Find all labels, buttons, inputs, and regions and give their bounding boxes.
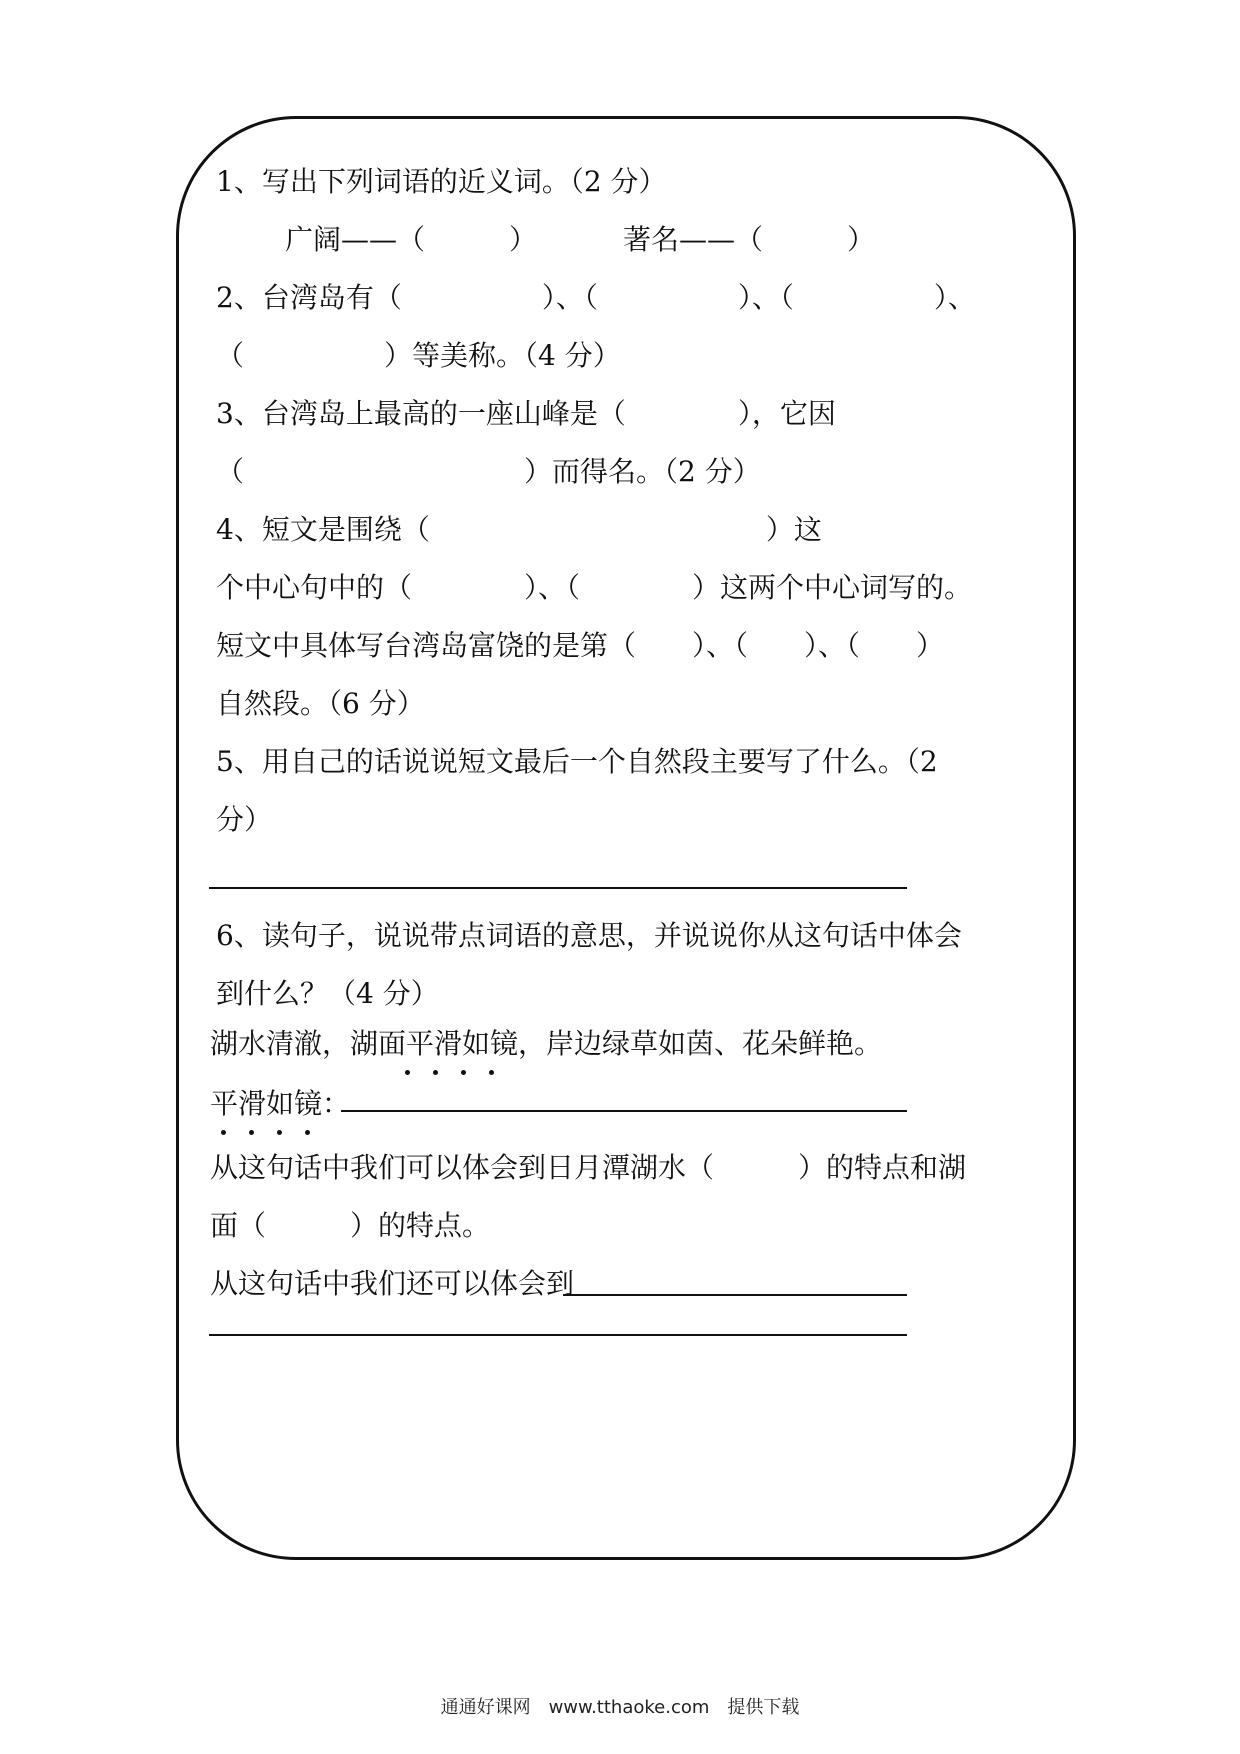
q4-prompt-line2: 个中心句中的（ ）、（ ）这两个中心词写的。 — [216, 571, 973, 604]
q1-prompt: 1、写出下列词语的近义词。（2 分） — [216, 165, 667, 198]
q5-prompt-cont: 分） — [216, 803, 273, 836]
q6-prompt-cont: 到什么？（4 分） — [216, 977, 439, 1010]
emphasis-dot — [433, 1070, 438, 1075]
q1-word-a: 广阔——（ ） — [285, 223, 538, 256]
q2-prompt: 2、台湾岛有（ ）、（ ）、（ ）、 — [216, 281, 976, 314]
q6-sentence: 湖水清澈，湖面平滑如镜，岸边绿草如茵、花朵鲜艳。 — [210, 1027, 883, 1060]
q3-prompt-cont: （ ）而得名。（2 分） — [216, 455, 761, 488]
emphasis-dot — [305, 1130, 310, 1135]
emphasis-dot — [249, 1130, 254, 1135]
emphasis-dot — [489, 1070, 494, 1075]
q5-prompt: 5、用自己的话说说短文最后一个自然段主要写了什么。（2 — [216, 745, 938, 778]
q6-prompt-line5: 从这句话中我们还可以体会到 — [210, 1267, 575, 1300]
q1-word-b: 著名——（ ） — [623, 223, 876, 256]
q6-term-label: 平滑如镜： — [210, 1087, 351, 1120]
q6-answer-line-b — [209, 1334, 907, 1336]
emphasis-dot — [221, 1130, 226, 1135]
emphasis-dot — [405, 1070, 410, 1075]
q6-prompt-line4: 面（ ）的特点。 — [210, 1209, 491, 1242]
q6-prompt-line3: 从这句话中我们可以体会到日月潭湖水（ ）的特点和湖 — [210, 1151, 967, 1184]
q2-prompt-cont: （ ）等美称。（4 分） — [216, 339, 621, 372]
q6-answer-line-a — [563, 1294, 907, 1296]
emphasis-dot — [461, 1070, 466, 1075]
q4-prompt-line3: 短文中具体写台湾岛富饶的是第（ ）、（ ）、（ ） — [216, 629, 945, 662]
q4-prompt-line4: 自然段。（6 分） — [216, 687, 425, 720]
emphasis-dot — [277, 1130, 282, 1135]
q6-prompt: 6、读句子，说说带点词语的意思，并说说你从这句话中体会 — [216, 919, 962, 952]
q5-answer-line — [209, 887, 907, 889]
q6-term-answer-line — [341, 1110, 907, 1112]
q3-prompt: 3、台湾岛上最高的一座山峰是（ ），它因 — [216, 397, 836, 430]
footer-credit: 通通好课网 www.tthaoke.com 提供下载 — [440, 1697, 800, 1718]
worksheet-frame — [176, 116, 1076, 1560]
q4-prompt: 4、短文是围绕（ ）这 — [216, 513, 822, 546]
